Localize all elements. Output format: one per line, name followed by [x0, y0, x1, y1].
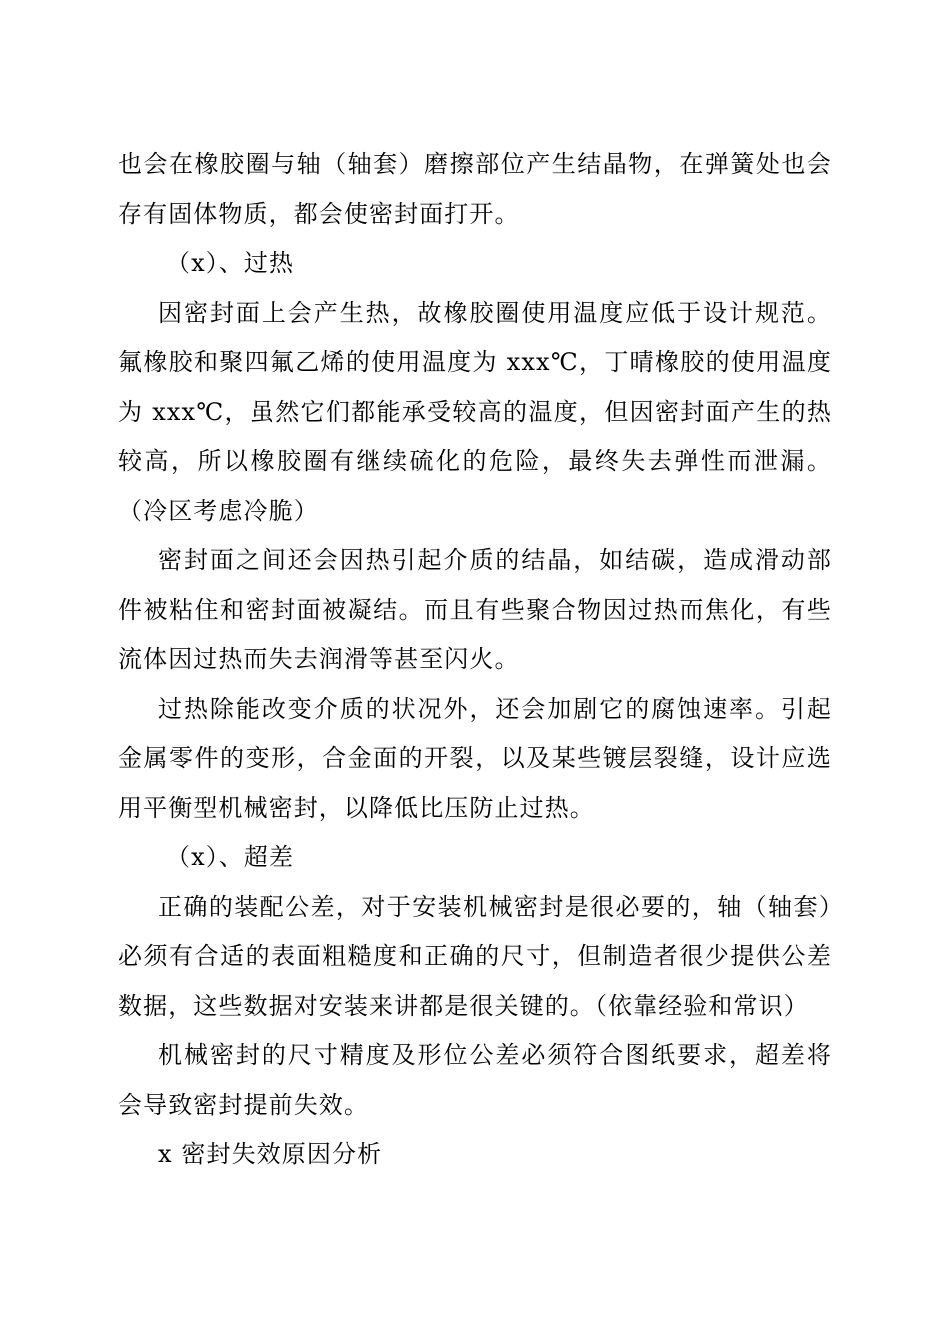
- heading-out-of-tolerance: （x）、超差: [166, 843, 295, 871]
- paragraph-assembly-tolerance: 正确的装配公差，对于安装机械密封是很必要的，轴（轴套）必须有合适的表面粗糙度和正确的尺寸，但制造者很少提供公差数据，这些数据对安装来讲都是很关键的。（依靠经验和常识）: [118, 892, 832, 1020]
- document-body: [118, 140, 832, 1180]
- paragraph-overheating-temperature: 因密封面上会产生热，故橡胶圈使用温度应低于设计规范。氟橡胶和聚四氟乙烯的使用温度为 xxx℃，丁晴橡胶的使用温度为 xxx℃，虽然它们都能承受较高的温度，但因密封面产生的热较高，所以橡胶圈有继续硫化的危险，最终失去弹性而泄漏。（冷区考虑冷脆）: [118, 298, 832, 525]
- paragraph-crystallization-continued: 也会在橡胶圈与轴（轴套）磨擦部位产生结晶物，在弹簧处也会存有固体物质，都会使密封面打开。: [118, 150, 832, 228]
- section-heading-seal-failure-analysis: x 密封失效原因分析: [158, 1140, 383, 1168]
- paragraph-dimensional-accuracy: 机械密封的尺寸精度及形位公差必须符合图纸要求，超差将会导致密封提前失效。: [118, 1041, 832, 1119]
- heading-overheating: （x）、过热: [166, 249, 295, 277]
- paragraph-overheating-crystallization: 密封面之间还会因热引起介质的结晶，如结碳，造成滑动部件被粘住和密封面被凝结。而且有些聚合物因过热而焦化，有些流体因过热而失去润滑等甚至闪火。: [118, 546, 832, 673]
- paragraph-overheating-corrosion: 过热除能改变介质的状况外，还会加剧它的腐蚀速率。引起金属零件的变形，合金面的开裂，以及某些镀层裂缝，设计应选用平衡型机械密封，以降低比压防止过热。: [118, 694, 832, 822]
